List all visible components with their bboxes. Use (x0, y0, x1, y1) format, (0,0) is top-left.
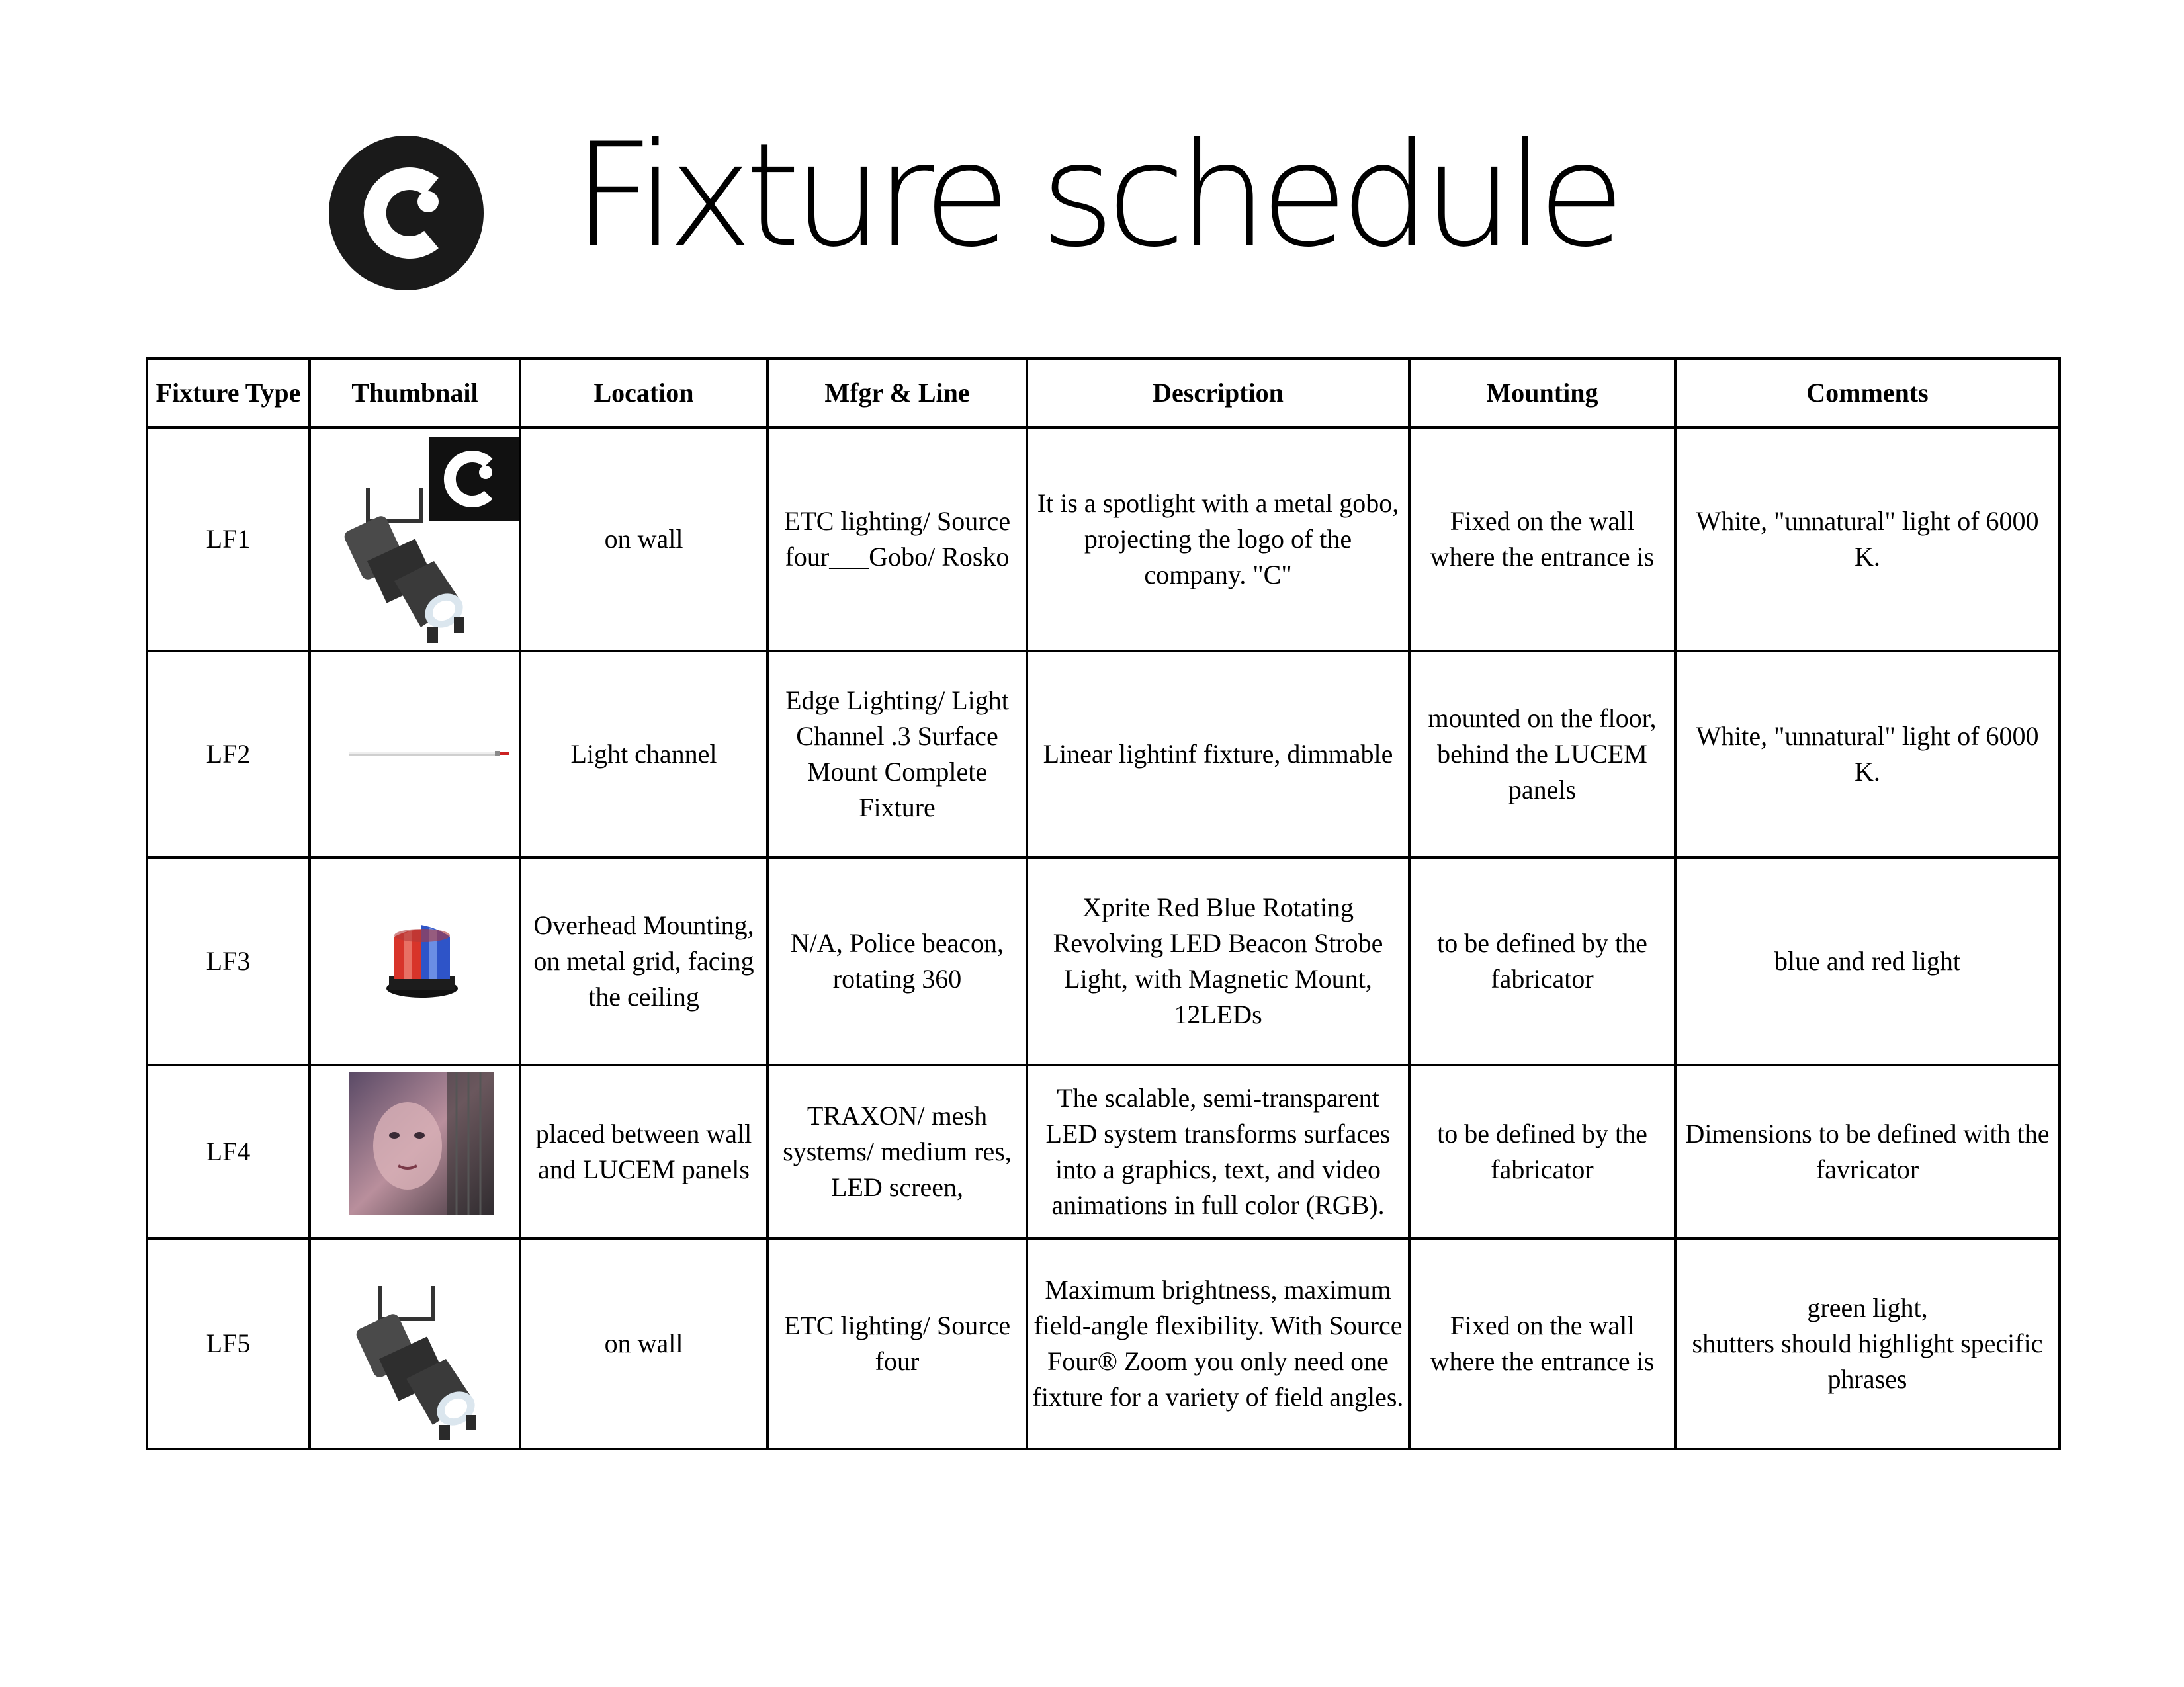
comments-cell: White, "unnatural" light of 6000 K. (1675, 651, 2060, 857)
table-row (147, 651, 2060, 857)
mfgr-cell: ETC lighting/ Source four (767, 1238, 1027, 1449)
thumbnail-cell (310, 1238, 520, 1449)
mounting-cell: mounted on the floor, behind the LUCEM panels (1409, 651, 1675, 857)
fixture-type-cell: LF1 (147, 427, 310, 651)
mounting-cell: Fixed on the wall where the entrance is (1409, 427, 1675, 651)
location-cell: Light channel (520, 651, 767, 857)
description-cell: Xprite Red Blue Rotating Revolving LED Beacon Strobe Light, with Magnetic Mount, 12LEDs (1027, 857, 1409, 1065)
description-cell: It is a spotlight with a metal gobo, projecting the logo of the company. "C" (1027, 427, 1409, 651)
fixture-type-cell: LF5 (147, 1238, 310, 1449)
thumbnail-cell (310, 857, 520, 1065)
spotlight-icon (315, 1240, 520, 1448)
fixture-type-cell: LF4 (147, 1065, 310, 1238)
column-header-mounting: Mounting (1409, 359, 1675, 427)
police-beacon-icon (315, 859, 520, 1064)
table-row (147, 427, 2060, 651)
table-header-row (147, 359, 2060, 427)
fixture-type-cell: LF3 (147, 857, 310, 1065)
column-header-location: Location (520, 359, 767, 427)
mfgr-cell: Edge Lighting/ Light Channel .3 Surface Mount Complete Fixture (767, 651, 1027, 857)
location-cell: on wall (520, 1238, 767, 1449)
column-header-fixture-type: Fixture Type (147, 359, 310, 427)
mfgr-cell: TRAXON/ mesh systems/ medium res, LED screen, (767, 1065, 1027, 1238)
mfgr-cell: N/A, Police beacon, rotating 360 (767, 857, 1027, 1065)
column-header-mfgr-line: Mfgr & Line (767, 359, 1027, 427)
description-cell: Maximum brightness, maximum field-angle flexibility. With Source Four® Zoom you only need one fixture for a variety of field angles. (1027, 1238, 1409, 1449)
mounting-cell: Fixed on the wall where the entrance is (1409, 1238, 1675, 1449)
comments-cell: White, "unnatural" light of 6000 K. (1675, 427, 2060, 651)
column-header-comments: Comments (1675, 359, 2060, 427)
location-cell: placed between wall and LUCEM panels (520, 1065, 767, 1238)
comments-cell: Dimensions to be defined with the favricator (1675, 1065, 2060, 1238)
thumbnail-cell (310, 427, 520, 651)
mounting-cell: to be defined by the fabricator (1409, 857, 1675, 1065)
fixture-type-cell: LF2 (147, 651, 310, 857)
linear-light-icon (315, 652, 520, 856)
mounting-cell: to be defined by the fabricator (1409, 1065, 1675, 1238)
column-header-thumbnail: Thumbnail (310, 359, 520, 427)
spotlight-with-logo-icon (315, 429, 520, 650)
comments-cell: blue and red light (1675, 857, 2060, 1065)
led-mesh-screen-icon (315, 1066, 520, 1237)
table-row (147, 1065, 2060, 1238)
table-row (147, 1238, 2060, 1449)
comments-cell: green light, shutters should highlight specific phrases (1675, 1238, 2060, 1449)
location-cell: Overhead Mounting, on metal grid, facing the ceiling (520, 857, 767, 1065)
c-logo-icon (329, 136, 484, 290)
description-cell: Linear lightinf fixture, dimmable (1027, 651, 1409, 857)
page-title: Fixture schedule (572, 112, 1618, 279)
thumbnail-cell (310, 1065, 520, 1238)
column-header-description: Description (1027, 359, 1409, 427)
mfgr-cell: ETC lighting/ Source four___Gobo/ Rosko (767, 427, 1027, 651)
thumbnail-cell (310, 651, 520, 857)
table-row (147, 857, 2060, 1065)
location-cell: on wall (520, 427, 767, 651)
description-cell: The scalable, semi-transparent LED system transforms surfaces into a graphics, text, and video animations in full color (RGB). (1027, 1065, 1409, 1238)
fixture-schedule-table (146, 357, 2061, 1450)
